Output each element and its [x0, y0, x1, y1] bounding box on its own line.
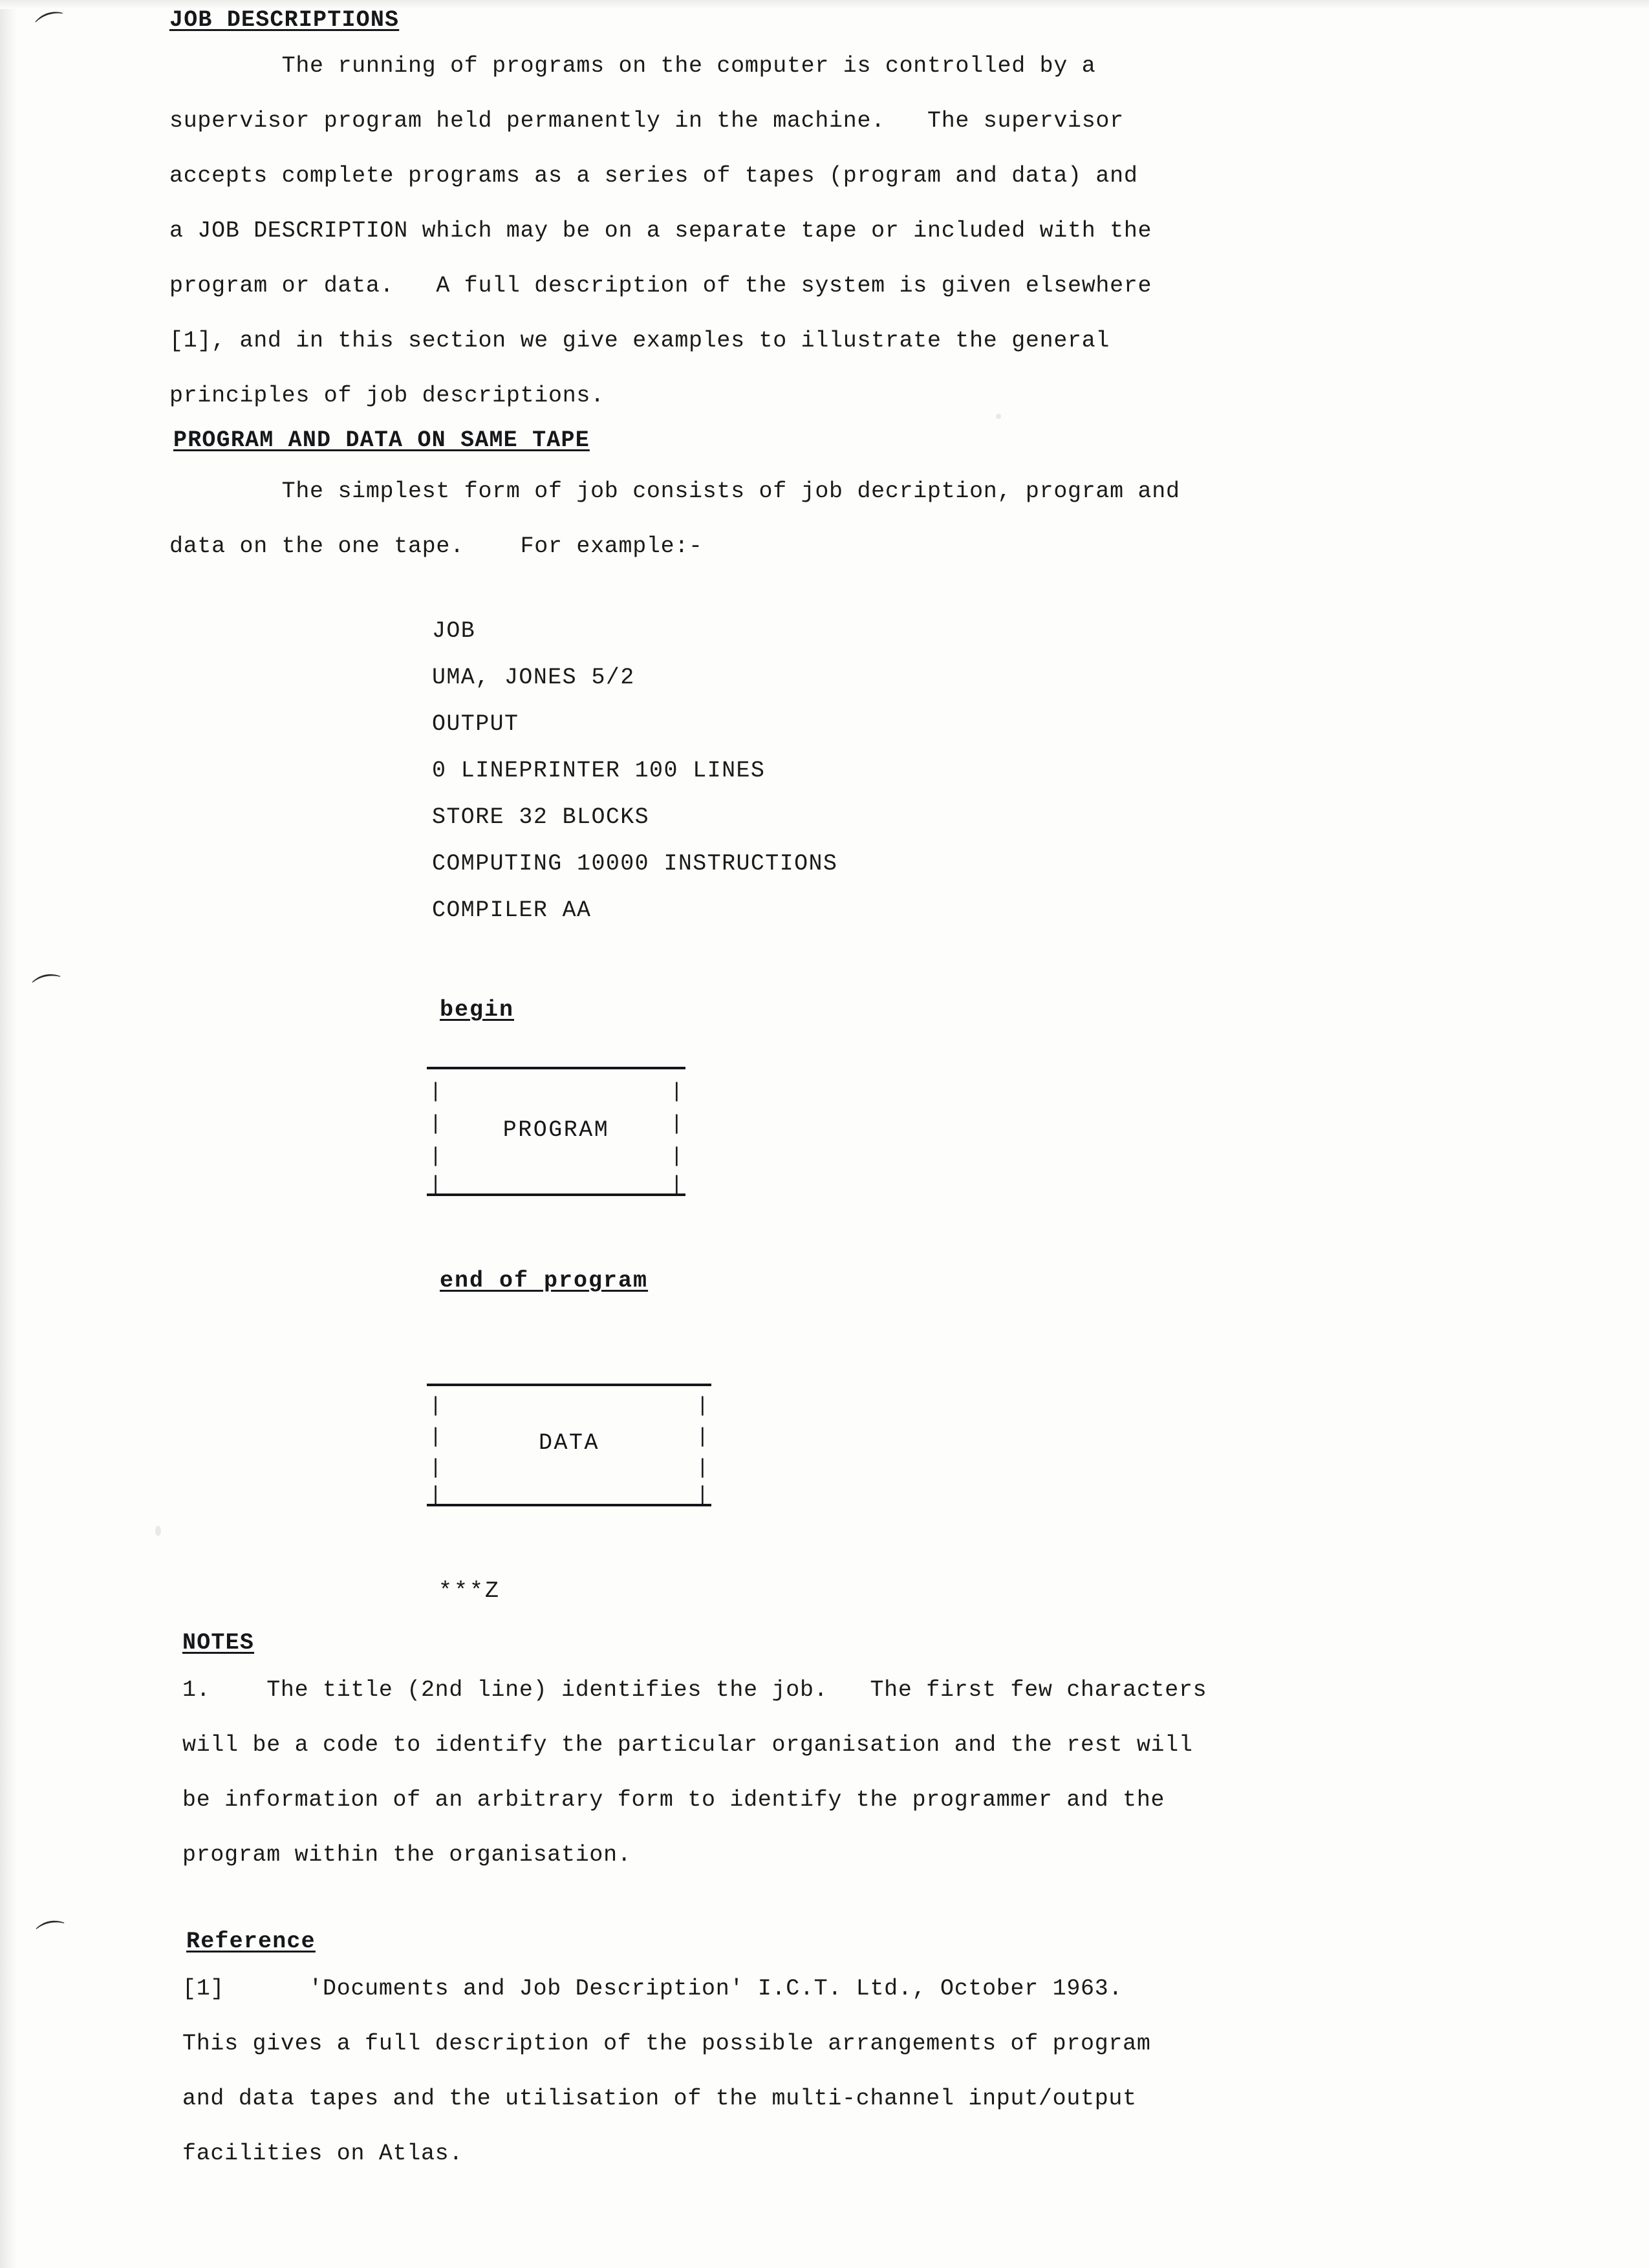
paragraph-line: program or data. A full description of the system is given elsewhere: [169, 273, 1152, 299]
notes-paragraph: [182, 1663, 1411, 1883]
reference-title: Reference: [186, 1929, 316, 1954]
data-box-top-rule: [427, 1384, 711, 1386]
paragraph-line: data on the one tape. For example:-: [169, 533, 703, 559]
scan-speck: [155, 1526, 161, 1536]
job-listing-line: UMA, JONES 5/2: [432, 665, 635, 690]
paragraph-line: principles of job descriptions.: [169, 383, 605, 409]
paragraph-line: 1. The title (2nd line) identifies the job. The first few characters: [182, 1677, 1207, 1703]
margin-artifact-mark: ⌒: [34, 1916, 70, 1956]
box-pipe-glyph: |: [696, 1456, 709, 1480]
job-listing-line: STORE 32 BLOCKS: [432, 804, 650, 830]
tape-terminator: ***Z: [438, 1578, 501, 1604]
subsection-title: PROGRAM AND DATA ON SAME TAPE: [173, 427, 590, 453]
box-pipe-glyph: |: [429, 1483, 442, 1507]
box-pipe-glyph: |: [429, 1112, 442, 1136]
box-pipe-glyph: |: [696, 1425, 709, 1449]
box-pipe-glyph: |: [429, 1394, 442, 1418]
end-of-program-keyword: end of program: [440, 1268, 649, 1294]
subsection-paragraph: [169, 464, 1398, 574]
data-box: [427, 1384, 711, 1506]
box-pipe-glyph: |: [670, 1112, 683, 1136]
job-listing-line: COMPUTING 10000 INSTRUCTIONS: [432, 851, 838, 877]
section-title: JOB DESCRIPTIONS: [169, 7, 400, 33]
paragraph-line: be information of an arbitrary form to identify the programmer and the: [182, 1787, 1165, 1813]
notes-title: NOTES: [182, 1630, 255, 1656]
data-box-label: DATA: [538, 1430, 599, 1456]
paragraph-line: will be a code to identify the particular organisation and the rest will: [182, 1732, 1193, 1758]
job-listing-line: OUTPUT: [432, 711, 519, 737]
job-listing-line: JOB: [432, 618, 476, 644]
paragraph-line: facilities on Atlas.: [182, 2141, 464, 2166]
margin-artifact-mark: ⌒: [33, 7, 72, 48]
paragraph-line: program within the organisation.: [182, 1842, 632, 1868]
program-box-bottom-rule: [427, 1193, 685, 1196]
paragraph-line: and data tapes and the utilisation of the multi-channel input/output: [182, 2086, 1137, 2112]
paragraph-line: The running of programs on the computer is controlled by a: [169, 53, 1096, 79]
box-pipe-glyph: |: [429, 1425, 442, 1449]
paragraph-line: accepts complete programs as a series of tapes (program and data) and: [169, 163, 1138, 189]
begin-keyword: begin: [440, 997, 515, 1023]
paragraph-line: supervisor program held permanently in the machine. The supervisor: [169, 108, 1124, 134]
data-box-bottom-rule: [427, 1504, 711, 1506]
program-box: [427, 1067, 685, 1196]
program-box-top-rule: [427, 1067, 685, 1069]
intro-paragraph: [169, 39, 1398, 423]
program-box-label: PROGRAM: [502, 1117, 610, 1143]
paragraph-line: a JOB DESCRIPTION which may be on a separate tape or included with the: [169, 218, 1152, 244]
box-pipe-glyph: |: [429, 1080, 442, 1104]
job-listing-line: 0 LINEPRINTER 100 LINES: [432, 758, 766, 784]
box-pipe-glyph: |: [429, 1173, 442, 1197]
paragraph-line: [1] 'Documents and Job Description' I.C.T. Ltd., October 1963.: [182, 1976, 1123, 2002]
paragraph-line: This gives a full description of the possible arrangements of program: [182, 2031, 1151, 2057]
box-pipe-glyph: |: [670, 1144, 683, 1168]
box-pipe-glyph: |: [429, 1144, 442, 1168]
box-pipe-glyph: |: [696, 1394, 709, 1418]
margin-artifact-mark: ⌒: [30, 970, 67, 1009]
box-pipe-glyph: |: [670, 1080, 683, 1104]
box-pipe-glyph: |: [696, 1483, 709, 1507]
reference-paragraph: [182, 1962, 1411, 2181]
job-listing-line: COMPILER AA: [432, 897, 592, 923]
paragraph-line: [1], and in this section we give examples to illustrate the general: [169, 328, 1110, 354]
job-description-listing: [432, 608, 837, 934]
box-pipe-glyph: |: [429, 1456, 442, 1480]
box-pipe-glyph: |: [670, 1173, 683, 1197]
paragraph-line: The simplest form of job consists of job decription, program and: [169, 478, 1180, 504]
